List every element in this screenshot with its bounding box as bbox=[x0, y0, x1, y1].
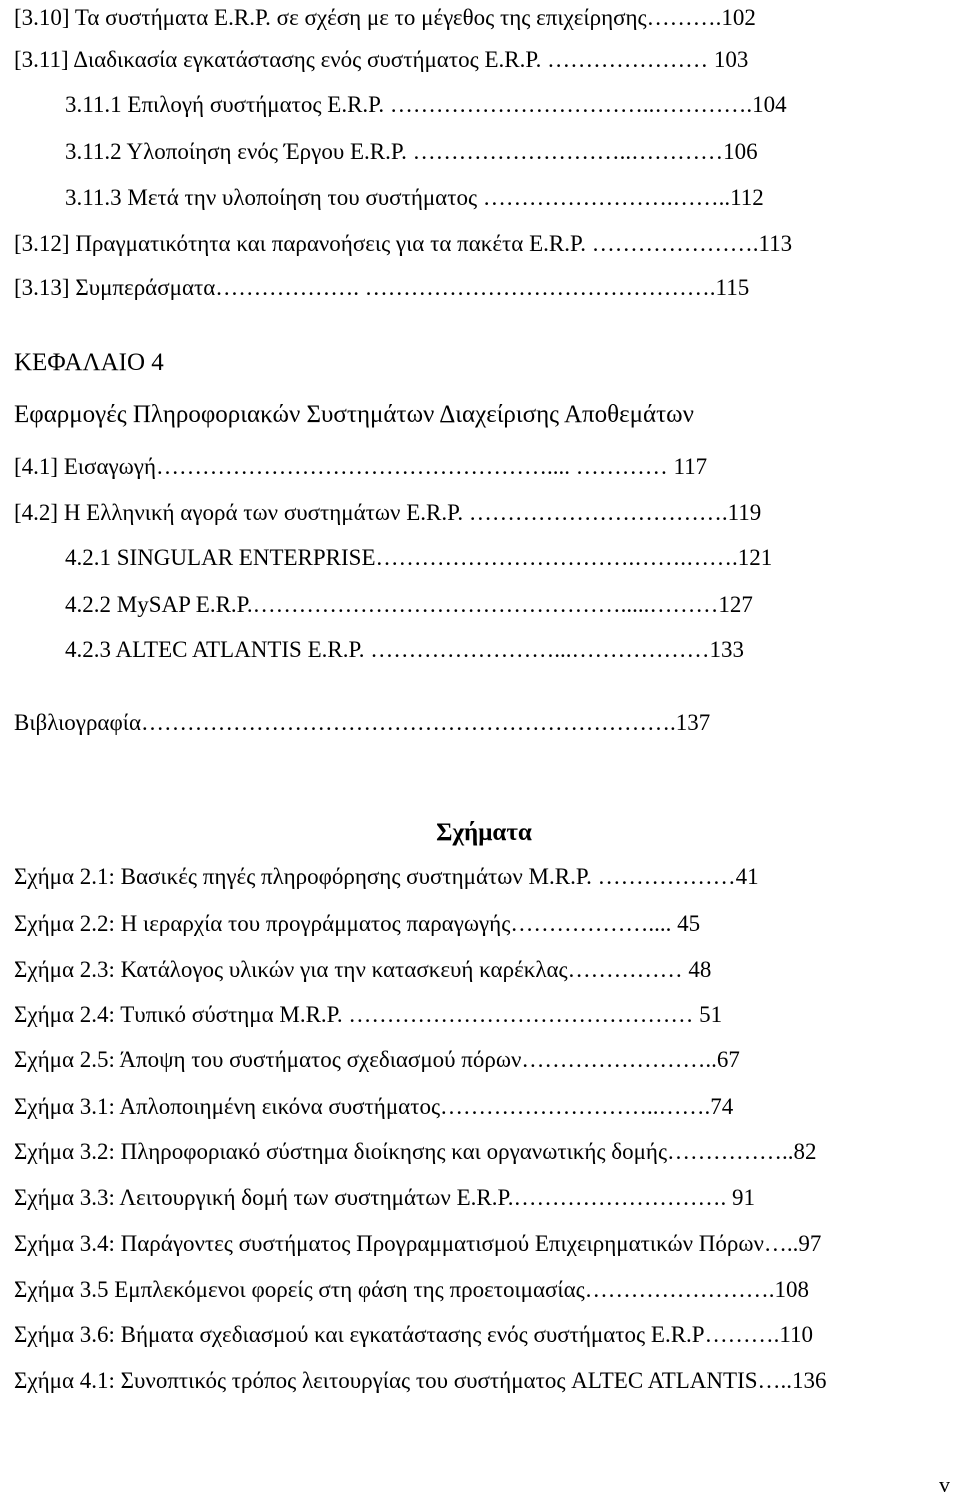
figure-entry: Σχήμα 4.1: Συνοπτικός τρόπος λειτουργίας του συστήματος ALTEC ATLANTIS…..136 bbox=[14, 1368, 827, 1393]
figure-entry: Σχήμα 3.5 Εμπλεκόμενοι φορείς στη φάση της προετοιμασίας…………………….108 bbox=[14, 1277, 810, 1302]
toc-entry-4-2: [4.2] Η Ελληνική αγορά των συστημάτων E.R.P. …………………………….119 bbox=[14, 500, 762, 525]
figure-entry: Σχήμα 2.1: Βασικές πηγές πληροφόρησης συστημάτων M.R.P. ………………41 bbox=[14, 864, 759, 889]
figure-entry: Σχήμα 3.2: Πληροφοριακό σύστημα διοίκησης και οργανωτικής δομής……………..82 bbox=[14, 1139, 817, 1164]
figure-entry: Σχήμα 2.4: Τυπικό σύστημα M.R.P. ……………………………………… 51 bbox=[14, 1002, 723, 1027]
figures-heading: Σχήματα bbox=[436, 819, 532, 846]
toc-entry-bibliography: Βιβλιογραφία…………………………………………………………….137 bbox=[14, 710, 711, 735]
toc-entry-4-2-2: 4.2.2 MySAP E.R.P.………………………………………….....………127 bbox=[65, 592, 753, 617]
chapter-label: ΚΕΦΑΛΑΙΟ 4 bbox=[14, 349, 164, 376]
toc-entry-4-2-1: 4.2.1 SINGULAR ENTERPRISE…………………………….…….…….121 bbox=[65, 545, 773, 570]
toc-entry-3-13: [3.13] Συμπεράσματα………………. ……………………………………….115 bbox=[14, 275, 750, 300]
toc-entry-3-10: [3.10] Τα συστήματα E.R.P. σε σχέση με το μέγεθος της επιχείρησης……….102 bbox=[14, 5, 756, 30]
toc-entry-4-2-3: 4.2.3 ALTEC ATLANTIS E.R.P. ……………………...………………133 bbox=[65, 637, 744, 662]
figure-entry: Σχήμα 2.5: Άποψη του συστήματος σχεδιασμού πόρων……………………..67 bbox=[14, 1047, 740, 1072]
toc-entry-3-12: [3.12] Πραγματικότητα και παρανοήσεις για τα πακέτα E.R.P. ………………….113 bbox=[14, 231, 793, 256]
figure-entry: Σχήμα 3.6: Βήματα σχεδιασμού και εγκατάστασης ενός συστήματος E.R.P……….110 bbox=[14, 1322, 813, 1347]
toc-entry-4-1: [4.1] Εισαγωγή…………………………………………….... ………… 117 bbox=[14, 454, 708, 479]
toc-entry-3-11-3: 3.11.3 Μετά την υλοποίηση του συστήματος …………………….……..112 bbox=[65, 185, 764, 210]
toc-entry-3-11: [3.11] Διαδικασία εγκατάστασης ενός συστήματος E.R.P. ………………… 103 bbox=[14, 47, 749, 72]
figure-entry: Σχήμα 3.1: Απλοποιημένη εικόνα συστήματος………………………..…….74 bbox=[14, 1094, 734, 1119]
chapter-title: Εφαρμογές Πληροφοριακών Συστημάτων Διαχείρισης Αποθεμάτων bbox=[14, 401, 694, 428]
figure-entry: Σχήμα 3.4: Παράγοντες συστήματος Προγραμματισμού Επιχειρηματικών Πόρων…..97 bbox=[14, 1231, 822, 1256]
figure-entry: Σχήμα 3.3: Λειτουργική δομή των συστημάτων E.R.P.………………………. 91 bbox=[14, 1185, 755, 1210]
figure-entry: Σχήμα 2.2: Η ιεραρχία του προγράμματος παραγωγής……………….... 45 bbox=[14, 911, 701, 936]
toc-entry-3-11-2: 3.11.2 Υλοποίηση ενός Έργου E.R.P. ………………………..…………106 bbox=[65, 139, 758, 164]
figure-entry: Σχήμα 2.3: Κατάλογος υλικών για την κατασκευή καρέκλας…………… 48 bbox=[14, 957, 712, 982]
page-number: v bbox=[939, 1472, 950, 1497]
toc-entry-3-11-1: 3.11.1 Επιλογή συστήματος E.R.P. ……………………………..………….104 bbox=[65, 92, 787, 117]
